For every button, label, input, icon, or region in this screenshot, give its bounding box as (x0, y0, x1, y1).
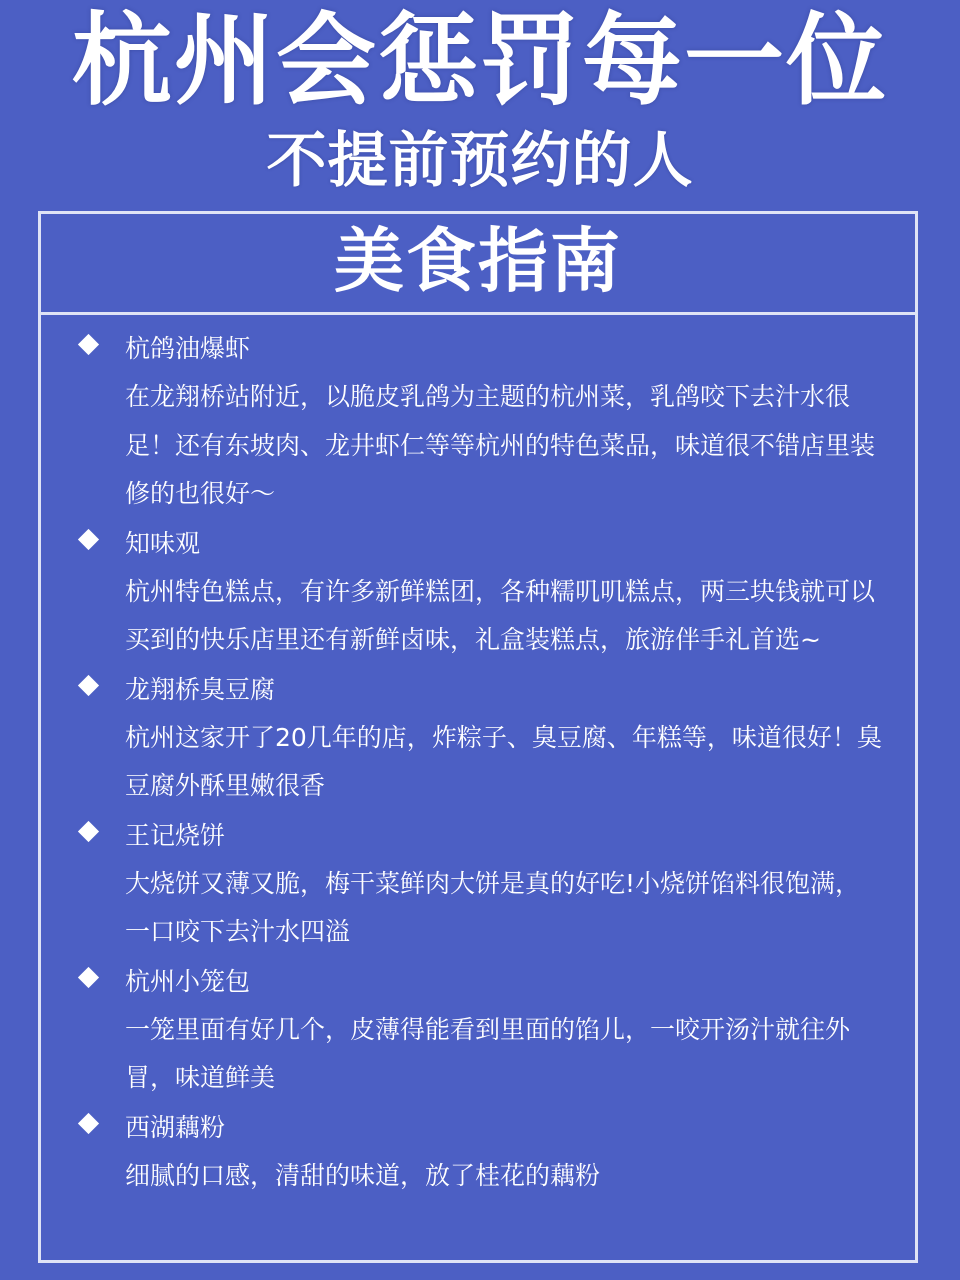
restaurant-name: 杭州小笼包 (125, 966, 251, 996)
list-item (41, 666, 915, 811)
restaurant-description: 在龙翔桥站附近，以脆皮乳鸽为主题的杭州菜，乳鸽咬下去汁水很足！还有东坡肉、龙井虾仁等等杭州的特色菜品，味道很不错店里装修的也很好～ (125, 382, 876, 508)
restaurant-description: 杭州这家开了20几年的店，炸粽子、臭豆腐、年糕等，味道很好！臭豆腐外酥里嫩很香 (125, 722, 882, 800)
food-guide-header (41, 214, 915, 315)
list-item (41, 958, 915, 1103)
restaurant-description: 杭州特色糕点，有许多新鲜糕团，各种糯叽叽糕点，两三块钱就可以买到的快乐店里还有新鲜卤味，礼盒装糕点，旅游伴手礼首选~ (125, 576, 876, 654)
diamond-bullet-icon (78, 528, 99, 549)
diamond-bullet-icon (78, 334, 99, 355)
restaurant-name: 王记烧饼 (125, 820, 226, 850)
food-guide-title: 美食指南 (334, 220, 622, 302)
diamond-bullet-icon (78, 1112, 99, 1133)
restaurant-name: 龙翔桥臭豆腐 (125, 674, 276, 704)
diamond-bullet-icon (78, 674, 99, 695)
list-item (41, 520, 915, 665)
restaurant-name: 杭鸽油爆虾 (125, 334, 251, 363)
diamond-bullet-icon (78, 966, 99, 987)
restaurant-name: 知味观 (125, 528, 201, 558)
restaurant-name: 西湖藕粉 (125, 1112, 226, 1142)
list-item (41, 325, 915, 519)
food-guide-list (41, 325, 915, 1201)
headline-sub: 不提前预约的人 (266, 126, 694, 196)
restaurant-description: 一笼里面有好几个，皮薄得能看到里面的馅儿，一咬开汤汁就往外冒，味道鲜美 (125, 1014, 851, 1092)
list-item (41, 812, 915, 957)
restaurant-description: 细腻的口感，清甜的味道，放了桂花的藕粉 (125, 1160, 601, 1190)
restaurant-description: 大烧饼又薄又脆，梅干菜鲜肉大饼是真的好吃!小烧饼馅料很饱满，一口咬下去汁水四溢 (125, 868, 861, 946)
food-guide-panel (38, 211, 918, 1263)
list-item (41, 1104, 915, 1201)
headline-main: 杭州会惩罚每一位 (72, 2, 888, 119)
diamond-bullet-icon (78, 820, 99, 841)
